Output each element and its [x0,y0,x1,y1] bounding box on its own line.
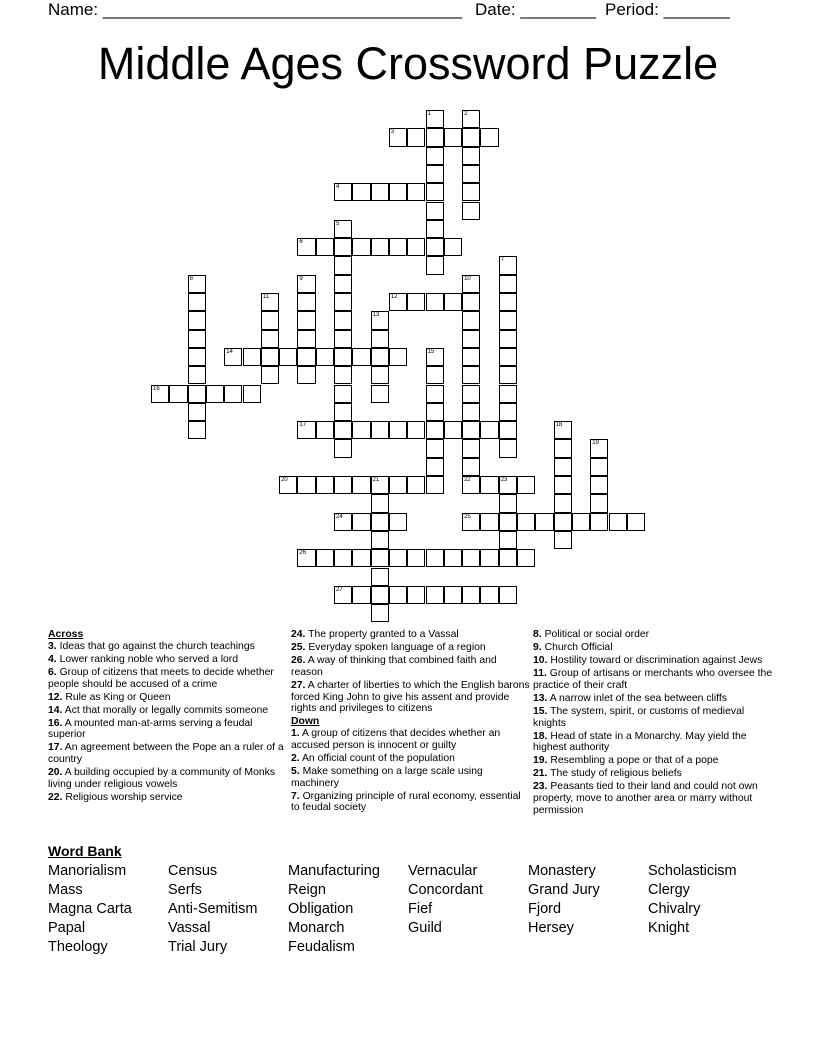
crossword-cell[interactable] [334,183,352,201]
crossword-cell[interactable] [426,385,444,403]
crossword-cell[interactable] [517,513,535,531]
clue-across-26: 26. A way of thinking that combined faith and reason [291,654,497,678]
clue-number: 21 [372,477,380,483]
word-bank-item: Knight [648,920,690,936]
clue-number: 23 [500,477,508,483]
crossword-cell[interactable] [334,220,352,238]
clue-across-22: 22. Religious worship service [48,791,183,803]
clue-number: 18 [555,422,563,429]
crossword-cell[interactable] [243,348,261,366]
crossword-cell[interactable] [554,494,572,512]
word-bank-item: Obligation [288,901,354,917]
crossword-cell[interactable] [261,330,279,348]
crossword-cell[interactable] [334,348,352,366]
crossword-cell[interactable] [426,128,444,146]
crossword-cell[interactable] [499,275,517,293]
crossword-cell[interactable] [426,348,444,366]
crossword-cell[interactable] [499,421,517,439]
word-bank-item: Magna Carta [48,901,132,917]
crossword-cell[interactable] [554,421,572,439]
crossword-cell[interactable] [554,513,572,531]
word-bank-item: Papal [48,920,86,936]
crossword-cell[interactable] [462,311,480,329]
crossword-cell[interactable] [389,348,407,366]
crossword-cell[interactable] [371,531,389,549]
word-bank-item: Chivalry [648,901,701,917]
crossword-cell[interactable] [462,458,480,476]
crossword-cell[interactable] [499,513,517,531]
crossword-cell[interactable] [389,238,407,256]
word-bank-item: Concordant [408,882,483,898]
date-field[interactable]: Date: ________ [475,0,596,19]
crossword-cell[interactable] [499,531,517,549]
crossword-cell[interactable] [426,458,444,476]
crossword-cell[interactable] [352,348,370,366]
crossword-cell[interactable] [407,238,425,256]
crossword-cell[interactable] [334,330,352,348]
crossword-cell[interactable] [297,348,315,366]
crossword-cell[interactable] [297,366,315,384]
clue-down-5: 5. Make something on a large scale using machinery [291,765,483,789]
crossword-cell[interactable] [389,513,407,531]
crossword-cell[interactable] [462,293,480,311]
clue-number: 11 [262,294,270,300]
crossword-cell[interactable] [371,421,389,439]
crossword-cell[interactable] [462,586,480,604]
crossword-cell[interactable] [426,256,444,274]
crossword-cell[interactable] [297,330,315,348]
clue-down-9: 9. Church Official [533,641,613,653]
crossword-cell[interactable] [426,549,444,567]
crossword-cell[interactable] [224,348,242,366]
crossword-cell[interactable] [554,531,572,549]
crossword-cell[interactable] [371,348,389,366]
crossword-cell[interactable] [352,238,370,256]
crossword-cell[interactable] [371,366,389,384]
clue-across-25: 25. Everyday spoken language of a region [291,641,486,653]
crossword-cell[interactable] [480,586,498,604]
crossword-cell[interactable] [444,421,462,439]
clue-down-21: 21. The study of religious beliefs [533,768,682,780]
clue-number: 2 [464,111,468,117]
crossword-cell[interactable] [462,403,480,421]
crossword-cell[interactable] [499,403,517,421]
crossword-cell[interactable] [407,476,425,494]
crossword-cell[interactable] [297,311,315,329]
crossword-cell[interactable] [499,385,517,403]
crossword-cell[interactable] [169,385,187,403]
clue-across-17: 17. An agreement between the Pope an a ruler of a country [48,742,284,766]
crossword-cell[interactable] [389,128,407,146]
crossword-cell[interactable] [297,275,315,293]
crossword-cell[interactable] [462,549,480,567]
crossword-cell[interactable] [590,458,608,476]
clue-across-27: 27. A charter of liberties to which the English barons forced King John to give his assent and provide rights and privileges to citizens [291,679,530,715]
word-bank-item: Monastery [528,863,596,879]
crossword-cell[interactable] [188,311,206,329]
crossword-cell[interactable] [444,586,462,604]
clue-down-15: 15. The system, spirit, or customs of medieval knights [533,705,745,729]
crossword-cell[interactable] [426,366,444,384]
crossword-cell[interactable] [334,256,352,274]
crossword-cell[interactable] [389,293,407,311]
crossword-cell[interactable] [426,147,444,165]
crossword-cell[interactable] [371,586,389,604]
crossword-cell[interactable] [352,549,370,567]
clue-number: 27 [336,586,343,593]
clue-number: 10 [464,275,471,282]
crossword-cell[interactable] [462,421,480,439]
crossword-cell[interactable] [499,293,517,311]
crossword-cell[interactable] [426,183,444,201]
crossword-cell[interactable] [407,421,425,439]
clue-across-12: 12. Rule as King or Queen [48,691,171,703]
period-field[interactable]: Period: _______ [605,0,730,19]
crossword-cell[interactable] [407,586,425,604]
crossword-cell[interactable] [462,110,480,128]
across-heading: Across [48,629,84,640]
crossword-cell[interactable] [389,183,407,201]
crossword-cell[interactable] [188,275,206,293]
crossword-cell[interactable] [499,311,517,329]
crossword-cell[interactable] [554,439,572,457]
crossword-cell[interactable] [371,385,389,403]
crossword-cell[interactable] [334,238,352,256]
crossword-cell[interactable] [279,348,297,366]
word-bank-item: Hersey [528,920,574,936]
crossword-cell[interactable] [480,128,498,146]
crossword-cell[interactable] [188,366,206,384]
crossword-cell[interactable] [261,311,279,329]
clues-column-2 [291,629,531,815]
crossword-cell[interactable] [371,549,389,567]
crossword-cell[interactable] [426,421,444,439]
crossword-cell[interactable] [352,421,370,439]
crossword-cell[interactable] [407,549,425,567]
crossword-cell[interactable] [243,385,261,403]
crossword-cell[interactable] [188,385,206,403]
crossword-cell[interactable] [590,513,608,531]
crossword-cell[interactable] [609,513,627,531]
crossword-cell[interactable] [371,311,389,329]
crossword-cell[interactable] [297,421,315,439]
crossword-cell[interactable] [590,476,608,494]
crossword-cell[interactable] [444,549,462,567]
crossword-cell[interactable] [480,476,498,494]
clue-down-23: 23. Peasants tied to their land and could not own property, move to another area or marry without permission [533,781,758,816]
crossword-cell[interactable] [334,403,352,421]
clue-number: 17 [299,422,307,429]
word-bank-item: Mass [48,882,83,898]
word-bank-item: Vassal [168,920,211,936]
crossword-cell[interactable] [426,165,444,183]
clue-down-10: 10. Hostility toward or discrimination against Jews [533,654,763,666]
clue-across-24: 24. The property granted to a Vassal [291,629,459,640]
crossword-cell[interactable] [535,513,553,531]
crossword-cell[interactable] [261,293,279,311]
crossword-cell[interactable] [462,275,480,293]
crossword-cell[interactable] [407,128,425,146]
crossword-cell[interactable] [224,385,242,403]
clue-number: 5 [336,220,340,227]
crossword-cell[interactable] [371,183,389,201]
crossword-cell[interactable] [572,513,590,531]
clue-number: 4 [336,184,340,191]
crossword-cell[interactable] [499,366,517,384]
crossword-cell[interactable] [554,458,572,476]
crossword-cell[interactable] [371,476,389,494]
word-bank-item: Reign [288,882,326,898]
crossword-cell[interactable] [499,256,517,274]
crossword-cell[interactable] [462,348,480,366]
clue-number: 3 [390,129,395,136]
crossword-cell[interactable] [261,366,279,384]
crossword-cell[interactable] [352,476,370,494]
crossword-cell[interactable] [462,128,480,146]
crossword-cell[interactable] [316,421,334,439]
crossword-cell[interactable] [444,128,462,146]
word-bank-heading: Word Bank [48,843,122,859]
crossword-cell[interactable] [371,513,389,531]
clue-down-18: 18. Head of state in a Monarchy. May yield the highest authority [533,730,747,754]
clue-number: 22 [464,477,471,483]
crossword-cell[interactable] [480,549,498,567]
crossword-cell[interactable] [334,293,352,311]
crossword-cell[interactable] [480,421,498,439]
crossword-cell[interactable] [499,494,517,512]
crossword-cell[interactable] [462,330,480,348]
crossword-cell[interactable] [334,421,352,439]
clue-number: 6 [299,239,303,246]
crossword-cell[interactable] [297,549,315,567]
crossword-cell[interactable] [334,385,352,403]
crossword-cell[interactable] [462,165,480,183]
crossword-cell[interactable] [426,202,444,220]
crossword-cell[interactable] [316,549,334,567]
crossword-cell[interactable] [499,476,517,494]
word-bank-item: Fjord [528,901,562,917]
crossword-cell[interactable] [371,568,389,586]
crossword-cell[interactable] [352,586,370,604]
word-bank-item: Guild [408,920,442,936]
crossword-cell[interactable] [462,202,480,220]
clue-number: 14 [226,348,233,355]
word-bank-item: Manorialism [48,863,127,879]
crossword-cell[interactable] [389,586,407,604]
crossword-cell[interactable] [426,220,444,238]
clue-down-11: 11. Group of artisans or merchants who oversee the practice of their craft [533,667,773,691]
word-bank-item: Monarch [288,920,345,936]
crossword-cell[interactable] [462,476,480,494]
crossword-cell[interactable] [499,439,517,457]
clue-down-13: 13. A narrow inlet of the sea between cliffs [533,692,727,704]
clue-number: 15 [427,348,435,355]
crossword-cell[interactable] [279,476,297,494]
crossword-cell[interactable] [371,494,389,512]
word-bank-item: Scholasticism [648,863,737,879]
word-bank-item: Clergy [648,882,690,898]
crossword-cell[interactable] [590,439,608,457]
crossword-cell[interactable] [371,238,389,256]
crossword-cell[interactable] [371,330,389,348]
crossword-cell[interactable] [334,549,352,567]
crossword-cell[interactable] [297,293,315,311]
crossword-cell[interactable] [480,513,498,531]
crossword-cell[interactable] [627,513,645,531]
crossword-cell[interactable] [462,385,480,403]
clue-number: 1 [427,111,431,117]
crossword-cell[interactable] [499,330,517,348]
crossword-cell[interactable] [151,385,169,403]
crossword-cell[interactable] [426,293,444,311]
crossword-cell[interactable] [590,494,608,512]
crossword-cell[interactable] [517,476,535,494]
clue-number: 8 [189,275,193,282]
crossword-cell[interactable] [352,513,370,531]
down-heading: Down [291,716,320,728]
crossword-cell[interactable] [426,439,444,457]
clue-number: 25 [464,513,471,520]
clue-down-8: 8. Political or social order [533,629,650,640]
clue-down-7: 7. Organizing principle of rural economy, essential to feudal society [291,790,521,814]
crossword-cell[interactable] [444,293,462,311]
clue-down-2: 2. An official count of the population [291,752,455,764]
crossword-cell[interactable] [517,549,535,567]
clue-number: 9 [299,275,303,282]
crossword-cell[interactable] [334,586,352,604]
crossword-cell[interactable] [389,476,407,494]
word-bank-item: Anti-Semitism [168,901,258,917]
crossword-cell[interactable] [188,293,206,311]
word-bank-item: Theology [48,939,108,955]
crossword-cell[interactable] [462,513,480,531]
clue-number: 24 [336,513,343,520]
crossword-cell[interactable] [297,238,315,256]
clue-number: 19 [592,440,599,447]
crossword-cell[interactable] [334,366,352,384]
crossword-cell[interactable] [499,348,517,366]
word-bank-item: Trial Jury [168,939,228,955]
word-bank-item: Serfs [168,882,202,898]
crossword-cell[interactable] [334,439,352,457]
crossword-cell[interactable] [389,421,407,439]
crossword-cell[interactable] [462,183,480,201]
clues-column-3 [533,629,773,818]
crossword-cell[interactable] [407,183,425,201]
word-bank-item: Manufacturing [288,863,380,879]
clue-down-19: 19. Resembling a pope or that of a pope [533,755,719,767]
clue-across-4: 4. Lower ranking noble who served a lord [48,653,239,665]
crossword-cell[interactable] [499,586,517,604]
clue-number: 13 [372,312,380,319]
word-bank-item: Fief [408,901,433,917]
crossword-cell[interactable] [426,110,444,128]
crossword-cell[interactable] [426,586,444,604]
clue-across-20: 20. A building occupied by a community of Monks living under religious vowels [48,767,276,790]
clues-column-1 [48,629,288,805]
crossword-cell[interactable] [462,147,480,165]
crossword-cell[interactable] [426,476,444,494]
clue-number: 16 [153,385,160,392]
crossword-cell[interactable] [297,476,315,494]
crossword-cell[interactable] [426,403,444,421]
word-bank-item: Grand Jury [528,882,600,898]
crossword-cell[interactable] [188,348,206,366]
crossword-cell[interactable] [334,513,352,531]
clue-across-3: 3. Ideas that go against the church teachings [48,640,255,652]
crossword-cell[interactable] [316,238,334,256]
clue-number: 7 [500,257,505,264]
crossword-cell[interactable] [188,421,206,439]
crossword-cell[interactable] [334,476,352,494]
crossword-cell[interactable] [188,330,206,348]
crossword-cell[interactable] [462,439,480,457]
clue-number: 12 [390,294,398,300]
crossword-cell[interactable] [352,183,370,201]
crossword-cell[interactable] [444,238,462,256]
crossword-cell[interactable] [389,549,407,567]
clue-across-16: 16. A mounted man-at-arms serving a feudal superior [48,717,253,741]
clue-down-1: 1. A group of citizens that decides whether an accused person is innocent or guilty [291,728,501,751]
page-title: Middle Ages Crossword Puzzle [97,38,719,89]
crossword-cell[interactable] [334,275,352,293]
clue-across-6: 6. Group of citizens that meets to decide whether people should be accused of a crime [48,666,274,690]
crossword-cell[interactable] [316,348,334,366]
word-bank-item: Vernacular [408,863,478,879]
crossword-cell[interactable] [426,238,444,256]
clue-number: 20 [281,477,288,483]
crossword-cell[interactable] [499,549,517,567]
clue-across-14: 14. Act that morally or legally commits someone [48,704,269,716]
crossword-cell[interactable] [462,366,480,384]
name-field[interactable]: Name: ______________________________________ [48,0,463,19]
crossword-cell[interactable] [261,348,279,366]
crossword-cell[interactable] [334,311,352,329]
crossword-cell[interactable] [206,385,224,403]
crossword-cell[interactable] [407,293,425,311]
crossword-cell[interactable] [188,403,206,421]
word-bank-item: Feudalism [288,939,355,955]
crossword-cell[interactable] [554,476,572,494]
word-bank-item: Census [168,863,218,879]
clue-number: 26 [299,550,307,557]
crossword-cell[interactable] [371,604,389,622]
crossword-cell[interactable] [316,476,334,494]
